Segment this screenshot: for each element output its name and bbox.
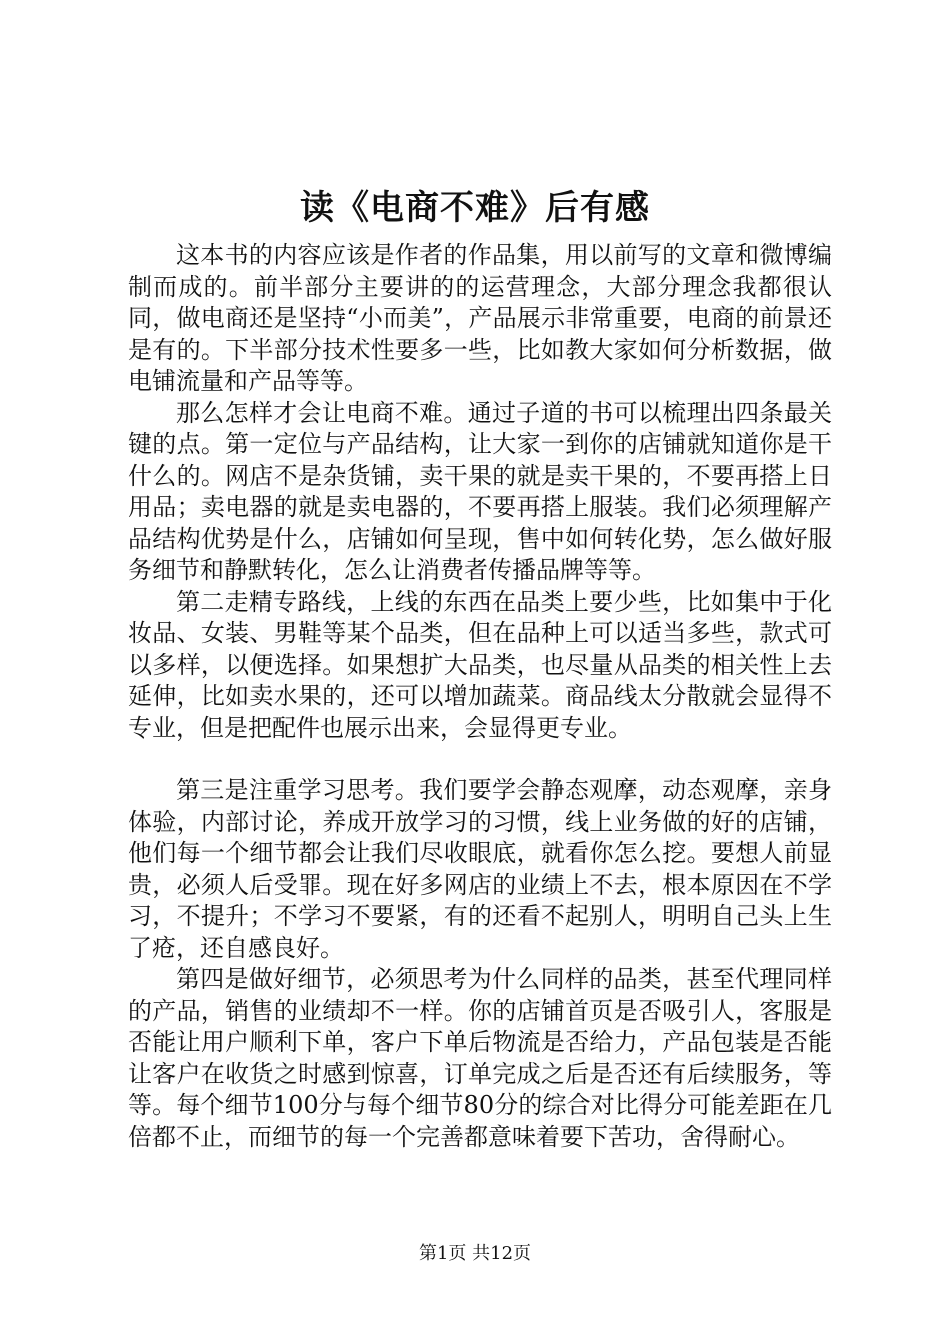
paragraph-1: 这本书的内容应该是作者的作品集，用以前写的文章和微博编制而成的。前半部分主要讲的的运营理念，大部分理念我都很认同，做电商还是坚持“小而美”，产品展示非常重要，电商的前景还是有的。下半部分技术性要多一些，比如教大家如何分析数据，做电铺流量和产品等等。	[128, 241, 832, 395]
article-body	[128, 240, 832, 1153]
paragraph-4: 第三是注重学习思考。我们要学会静态观摩，动态观摩，亲身体验，内部讨论，养成开放学习的习惯，线上业务做的好的店铺，他们每一个细节都会让我们尽收眼底，就看你怎么挖。要想人前显贵，必须人后受罪。现在好多网店的业绩上不去，根本原因在不学习，不提升；不学习不要紧，有的还看不起别人，明明自己头上生了疮，还自感良好。	[128, 776, 832, 962]
paragraph-2: 那么怎样才会让电商不难。通过子道的书可以梳理出四条最关键的点。第一定位与产品结构，让大家一到你的店铺就知道你是干什么的。网店不是杂货铺，卖干果的就是卖干果的，不要再搭上日用品；卖电器的就是卖电器的，不要再搭上服装。我们必须理解产品结构优势是什么，店铺如何呈现，售中如何转化势，怎么做好服务细节和静默转化，怎么让消费者传播品牌等等。	[128, 398, 832, 584]
paragraph-5: 第四是做好细节，必须思考为什么同样的品类，甚至代理同样的产品，销售的业绩却不一样。你的店铺首页是否吸引人，客服是否能让用户顺利下单，客户下单后物流是否给力，产品包装是否能让客户在收货之时感到惊喜，订单完成之后是否还有后续服务，等等。每个细节100分与每个细节80分的综合对比得分可能差距在几倍都不止，而细节的每一个完善都意味着要下苦功，舍得耐心。	[128, 965, 832, 1151]
page-title: 读《电商不难》后有感	[300, 188, 650, 228]
paragraph-3: 第二走精专路线，上线的东西在品类上要少些，比如集中于化妆品、女装、男鞋等某个品类，但在品种上可以适当多些，款式可以多样，以便选择。如果想扩大品类，也尽量从品类的相关性上去延伸，比如卖水果的，还可以增加蔬菜。商品线太分散就会显得不专业，但是把配件也展示出来，会显得更专业。	[128, 587, 832, 742]
page-number-footer: 第1页 共12页	[418, 1243, 532, 1264]
